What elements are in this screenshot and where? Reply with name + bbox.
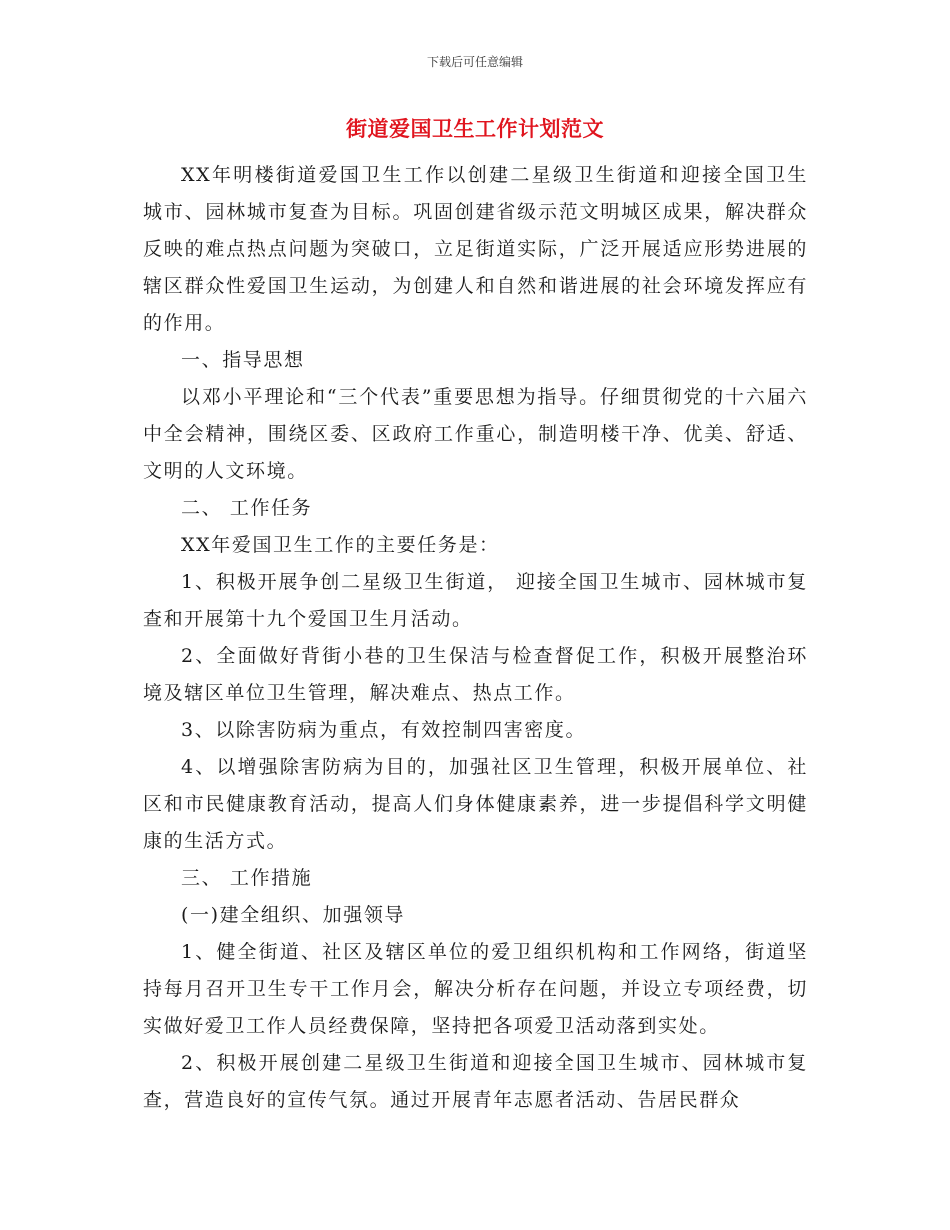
document-body [143,157,808,1119]
task-item-4: 4、以增强除害防病为目的，加强社区卫生管理，积极开展单位、社区和市民健康教育活动，提高人们身体健康素养，进一步提倡科学文明健康的生活方式。 [143,756,808,852]
paragraph-tasks-intro: XX年爱国卫生工作的主要任务是： [181,534,500,556]
section-heading-guiding-thought: 一、指导思想 [181,349,305,371]
paragraph-guiding-thought: 以邓小平理论和“三个代表”重要思想为指导。仔细贯彻党的十六届六中全会精神，围绕区委、区政府工作重心，制造明楼干净、优美、舒适、文明的人文环境。 [143,386,808,482]
task-item-1: 1、积极开展争创二星级卫生街道， 迎接全国卫生城市、园林城市复查和开展第十九个爱国卫生月活动。 [143,571,808,630]
header-note: 下载后可任意编辑 [426,55,523,69]
measure-item-1: 1、健全街道、社区及辖区单位的爱卫组织机构和工作网络，街道坚持每月召开卫生专干工作月会，解决分析存在问题，并设立专项经费，切实做好爱卫工作人员经费保障，坚持把各项爱卫活动落到实处。 [143,941,808,1037]
section-heading-measures: 三、 工作措施 [181,867,313,889]
paragraph-intro: XX年明楼街道爱国卫生工作以创建二星级卫生街道和迎接全国卫生城市、园林城市复查为目标。巩固创建省级示范文明城区成果，解决群众反映的难点热点问题为突破口，立足街道实际，广泛开展适应形势进展的辖区群众性爱国卫生运动，为创建人和自然和谐进展的社会环境发挥应有的作用。 [143,164,808,334]
document-title: 街道爱国卫生工作计划范文 [346,117,604,141]
subsection-heading-organization: (一)建全组织、加强领导 [181,904,406,926]
task-item-3: 3、以除害防病为重点，有效控制四害密度。 [181,719,587,741]
task-item-2: 2、全面做好背街小巷的卫生保洁与检查督促工作，积极开展整治环境及辖区单位卫生管理，解决难点、热点工作。 [143,645,808,704]
measure-item-2: 2、积极开展创建二星级卫生街道和迎接全国卫生城市、园林城市复查，营造良好的宣传气氛。通过开展青年志愿者活动、告居民群众 [143,1052,808,1111]
section-heading-tasks: 二、 工作任务 [181,497,313,519]
